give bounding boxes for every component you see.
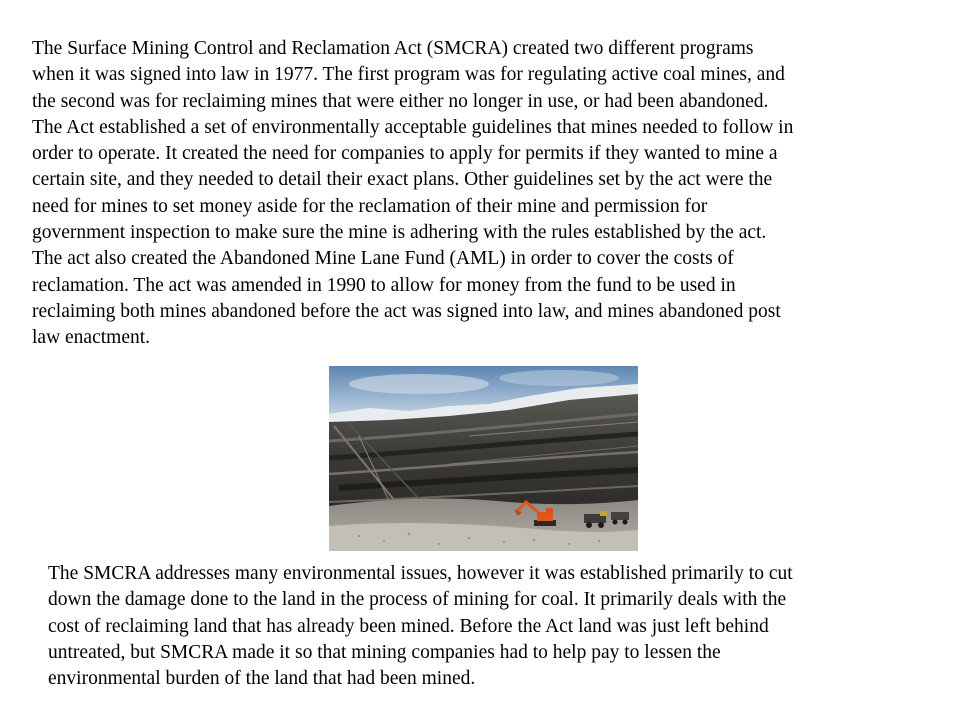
intro-paragraph [32,36,793,352]
closing-line: untreated, but SMCRA made it so that mining companies had to help pay to lessen the [48,641,721,663]
intro-line: order to operate. It created the need for companies to apply for permits if they wanted to mine a [32,143,778,165]
closing-paragraph [48,561,793,692]
coal-mine-photo [329,366,638,551]
intro-line: The Act established a set of environmentally acceptable guidelines that mines needed to follow in [32,116,794,138]
intro-line: the second was for reclaiming mines that were either no longer in use, or had been abandoned. [32,90,769,112]
closing-line: The SMCRA addresses many environmental issues, however it was established primarily to cut [48,563,793,584]
closing-line: environmental burden of the land that had been mined. [48,668,476,690]
intro-line: need for mines to set money aside for the reclamation of their mine and permission for [32,195,708,217]
intro-line: reclamation. The act was amended in 1990 to allow for money from the fund to be used in [32,274,736,296]
closing-line: cost of reclaiming land that has already been mined. Before the Act land was just left behind [48,615,769,637]
intro-line: government inspection to make sure the mine is adhering with the rules established by the act. [32,222,767,244]
intro-line: reclaiming both mines abandoned before the act was signed into law, and mines abandoned post [32,300,781,322]
closing-line: down the damage done to the land in the process of mining for coal. It primarily deals with the [48,589,787,611]
intro-line: law enactment. [32,327,151,349]
intro-line: The act also created the Abandoned Mine Lane Fund (AML) in order to cover the costs of [32,248,734,270]
intro-line: The Surface Mining Control and Reclamation Act (SMCRA) created two different programs [32,38,754,59]
intro-line: certain site, and they needed to detail their exact plans. Other guidelines set by the act were the [32,169,773,191]
intro-line: when it was signed into law in 1977. The first program was for regulating active coal mines, and [32,64,785,86]
